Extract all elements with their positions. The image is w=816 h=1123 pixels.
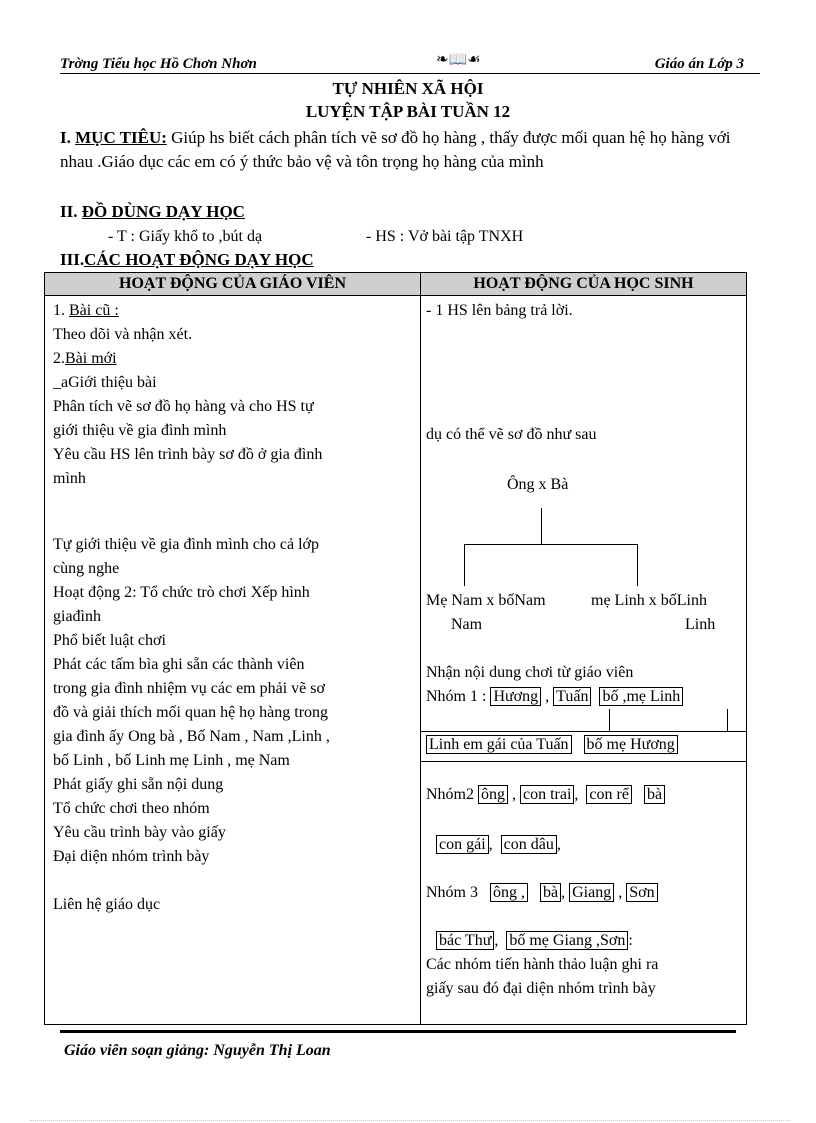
teacher-line: Phổ biết luật chơi [53, 632, 166, 649]
tree-line [464, 544, 465, 586]
card: bố mẹ Giang ,Sơn [506, 931, 628, 950]
card: bác Thư [436, 931, 494, 950]
tree-left-parents: Mẹ Nam x bốNam [426, 592, 546, 609]
materials-heading: II. ĐỒ DÙNG DẠY HỌC [60, 202, 245, 221]
activities-table [44, 272, 747, 1025]
teacher-line: 1. Bài cũ : [53, 302, 119, 319]
teacher-line: Theo dõi và nhận xét. [53, 326, 193, 343]
teacher-line: Yêu cầu trình bày vào giấy [53, 824, 226, 841]
teacher-line: Phát giấy ghi sẵn nội dung [53, 776, 224, 793]
group3-row: Nhóm 3 ông , bà , Giang , Sơn [426, 884, 658, 902]
book-ornament-icon: ❧📖☙ [436, 52, 481, 68]
teacher-line: đồ và giải thích mối quan hệ họ hàng trong [53, 704, 329, 721]
card: Hương [490, 687, 541, 706]
teacher-activities-cell [45, 296, 421, 1025]
teacher-line: Tổ chức chơi theo nhóm [53, 800, 210, 817]
teacher-line: Yêu cầu HS lên trình bày sơ đồ ở gia đình [53, 446, 323, 463]
teacher-line: gia đình ấy Ong bà , Bố Nam , Nam ,Linh , [53, 728, 330, 745]
student-line: Các nhóm tiến hành thảo luận ghi ra [426, 956, 659, 973]
teacher-line: mình [53, 470, 86, 487]
activities-heading: III.CÁC HOẠT ĐỘNG DẠY HỌC [60, 250, 314, 269]
teacher-line: bố Linh , bố Linh mẹ Linh , mẹ Nam [53, 752, 290, 769]
objectives-text: Giúp hs biết cách phân tích vẽ sơ đồ họ hàng , thấy được mối quan hệ họ hàng với nhau .Giáo dục các em có ý thức bảo vệ và tôn trọng họ hàng của mình [60, 128, 731, 171]
materials-teacher: - T : Giấy khổ to ,bút dạ [108, 228, 263, 245]
card: Sơn [626, 883, 657, 902]
group1-row: Nhóm 1 : Hương , Tuấn bố ,mẹ Linh [426, 688, 683, 706]
tree-left-child: Nam [451, 616, 483, 633]
activities-label: CÁC HOẠT ĐỘNG DẠY HỌC [84, 250, 314, 269]
card: con gái [436, 835, 489, 854]
group-divider [421, 761, 746, 762]
header-rule [60, 73, 760, 74]
group-divider [421, 731, 746, 732]
footer-author: Giáo viên soạn giảng: Nguyễn Thị Loan [64, 1042, 331, 1059]
teacher-line: cùng nghe [53, 560, 120, 577]
tree-right-child: Linh [685, 616, 716, 633]
group2-row: Nhóm2 ông , con trai , con rể bà [426, 786, 665, 804]
card: bà [644, 785, 665, 804]
teacher-column-header: HOẠT ĐỘNG CỦA GIÁO VIÊN [45, 273, 421, 296]
card: con dâu [501, 835, 557, 854]
group3-row2: bác Thư , bố mẹ Giang ,Sơn : [436, 932, 633, 950]
student-column-header: HOẠT ĐỘNG CỦA HỌC SINH [421, 273, 747, 296]
teacher-line: 2.Bài mới [53, 350, 117, 367]
student-activities-cell [421, 296, 747, 1025]
tree-line [541, 508, 542, 544]
student-line: giấy sau đó đại diện nhóm trình bày [426, 980, 656, 997]
objectives-label: MỤC TIÊU: [75, 128, 167, 147]
header-school: Trờng Tiểu học Hồ Chơn Nhơn [60, 56, 257, 72]
teacher-line: giađình [53, 608, 101, 625]
teacher-line: Tự giới thiệu về gia đình mình cho cả lớp [53, 536, 319, 553]
group2-row2: con gái , con dâu , [436, 836, 561, 854]
card: bố ,mẹ Linh [599, 687, 683, 706]
objectives [60, 126, 766, 174]
tree-line [464, 544, 637, 545]
student-line: dụ có thể vẽ sơ đồ như sau [426, 426, 597, 443]
teacher-line: Hoạt động 2: Tổ chức trò chơi Xếp hình [53, 584, 310, 601]
footer-rule [60, 1030, 736, 1033]
teacher-line: Đại diện nhóm trình bày [53, 848, 210, 865]
materials-student: - HS : Vở bài tập TNXH [366, 228, 524, 245]
teacher-line: Phân tích vẽ sơ đồ họ hàng và cho HS tự [53, 398, 314, 415]
group1-line [609, 709, 610, 731]
student-line: Nhận nội dung chơi từ giáo viên [426, 664, 634, 681]
card: Giang [569, 883, 614, 902]
subject-title: TỰ NHIÊN XÃ HỘI [332, 79, 484, 98]
card: ông [478, 785, 508, 804]
teacher-line: Phát các tấm bìa ghi sẵn các thành viên [53, 656, 305, 673]
lesson-title: LUYỆN TẬP BÀI TUẦN 12 [305, 102, 511, 121]
materials-label: ĐỒ DÙNG DẠY HỌC [81, 202, 245, 221]
student-line: - 1 HS lên bảng trả lời. [426, 302, 573, 319]
teacher-line: giới thiệu về gia đình mình [53, 422, 227, 439]
page-edge [30, 1120, 790, 1121]
teacher-line: trong gia đình nhiệm vụ các em phải vẽ sơ [53, 680, 325, 697]
card: bố mẹ Hương [584, 735, 678, 754]
card: Tuấn [553, 687, 591, 706]
card: ông , [490, 883, 528, 902]
tree-right-parents: mẹ Linh x bốLinh [591, 592, 707, 609]
tree-grandparents: Ông x Bà [507, 476, 569, 493]
card: con trai [520, 785, 574, 804]
objectives-num: I. [60, 128, 76, 147]
card: con rể [586, 785, 632, 804]
teacher-line: Liên hệ giáo dục [53, 896, 161, 913]
header-grade: Giáo án Lớp 3 [654, 56, 744, 72]
group1-row2 [426, 736, 678, 754]
tree-line [637, 544, 638, 586]
card: bà [540, 883, 561, 902]
teacher-line: _aGiới thiệu bài [53, 374, 157, 391]
group1-line [727, 709, 728, 731]
card: Linh em gái của Tuấn [426, 735, 572, 754]
